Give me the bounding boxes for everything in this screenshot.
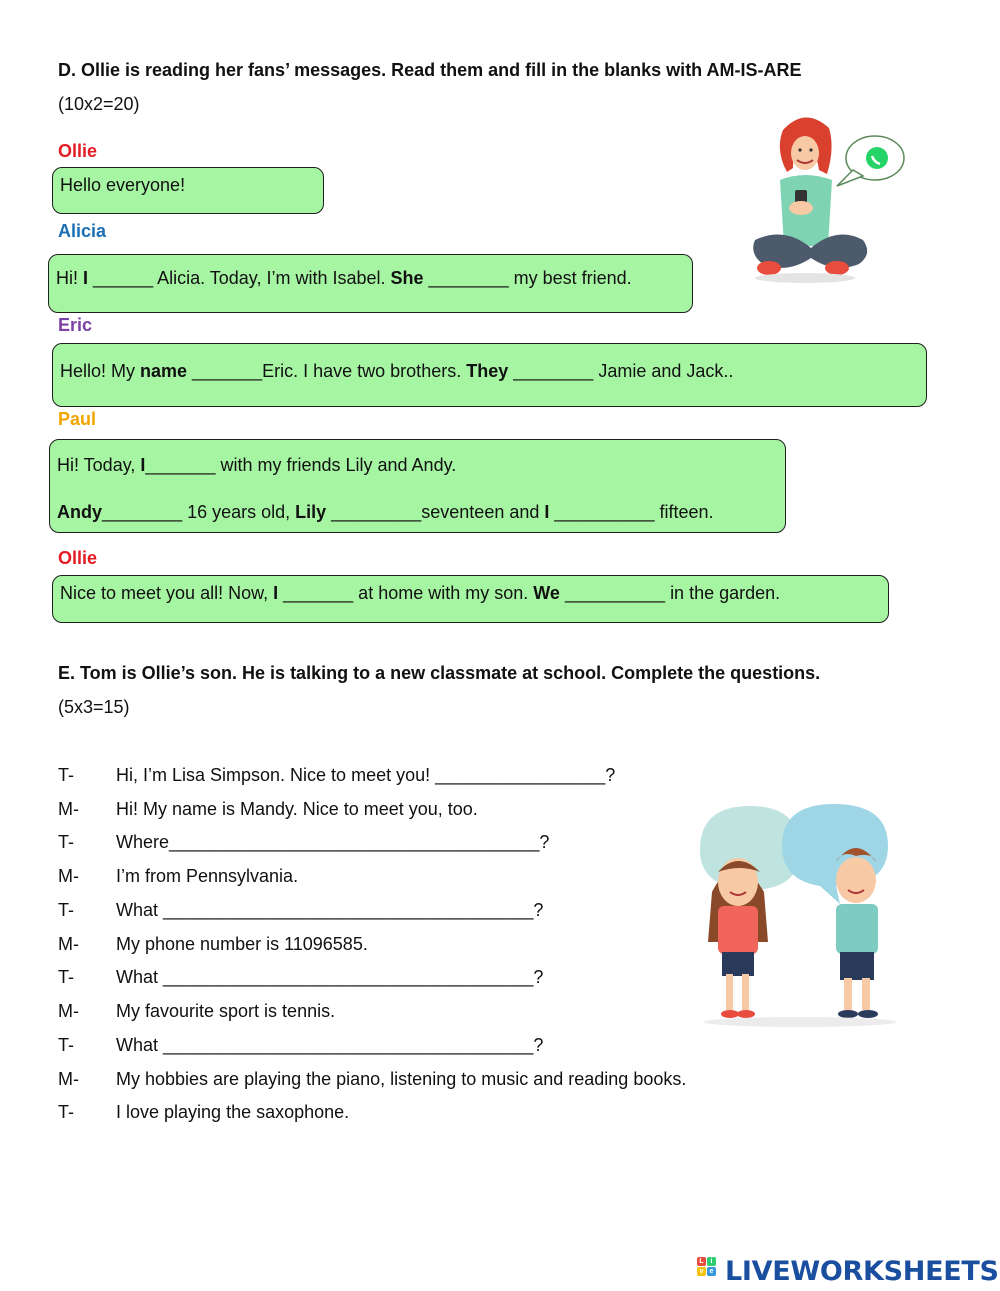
girl-with-phone-illustration — [735, 108, 915, 288]
section-d-points: (10x2=20) — [58, 94, 140, 114]
speaker-alicia: Alicia — [58, 221, 107, 241]
dialogue-line-question[interactable]: Hi, I’m Lisa Simpson. Nice to meet you! _________________? — [116, 765, 616, 785]
dialogue-line: My phone number is 11096585. — [116, 934, 368, 954]
kids-talking-illustration — [690, 800, 900, 1030]
message-line: Hi! I ______ Alicia. Today, I’m with Isabel. She ________ my best friend. — [56, 268, 632, 288]
blank-ollie-1[interactable]: _______ at home with my son. — [278, 583, 534, 603]
blank-alicia-2[interactable]: ________ my best friend. — [423, 268, 632, 288]
logo-cubes-icon: L i v e — [697, 1257, 723, 1285]
dialogue-line: My hobbies are playing the piano, listening to music and reading books. — [116, 1069, 687, 1089]
speaker-eric: Eric — [58, 315, 93, 335]
blank-ollie-2[interactable]: __________ in the garden. — [559, 583, 781, 603]
dialogue-speaker: M- — [58, 866, 79, 886]
blank-paul-3[interactable]: _________seventeen and — [326, 502, 545, 522]
section-d-title: D. Ollie is reading her fans’ messages. Read them and fill in the blanks with AM-IS-ARE — [58, 60, 802, 80]
message-bubble-eric — [52, 343, 927, 407]
message-line: Hi! Today, I_______ with my friends Lily and Andy. — [57, 455, 457, 475]
dialogue-speaker: T- — [58, 832, 74, 852]
blank-paul-4[interactable]: __________ fifteen. — [549, 502, 714, 522]
dialogue-line: I love playing the saxophone. — [116, 1102, 350, 1122]
message-bubble-alicia — [48, 254, 693, 313]
message-line: Andy________ 16 years old, Lily _________seventeen and I __________ fifteen. — [57, 502, 714, 522]
dialogue-speaker: M- — [58, 799, 79, 819]
message-line: Hello everyone! — [60, 175, 186, 195]
blank-alicia-1[interactable]: ______ Alicia. Today, I’m with Isabel. — [88, 268, 391, 288]
liveworksheets-logo — [697, 1254, 999, 1288]
dialogue-line: My favourite sport is tennis. — [116, 1001, 336, 1021]
dialogue-speaker: T- — [58, 765, 74, 785]
dialogue-line-question[interactable]: What _____________________________________? — [116, 1035, 544, 1055]
blank-eric-2[interactable]: ________ Jamie and Jack.. — [508, 361, 734, 381]
dialogue-speaker: T- — [58, 1102, 74, 1122]
dialogue-speaker: M- — [58, 1001, 79, 1021]
section-e-points: (5x3=15) — [58, 697, 130, 717]
logo-text: LIVEWORKSHEETS — [725, 1255, 999, 1287]
dialogue-speaker: T- — [58, 900, 74, 920]
dialogue-speaker: T- — [58, 1035, 74, 1055]
dialogue-line: Hi! My name is Mandy. Nice to meet you, too. — [116, 799, 478, 819]
blank-eric-1[interactable]: _______Eric. I have two brothers. — [187, 361, 467, 381]
speaker-ollie-2: Ollie — [58, 548, 98, 568]
section-e-title: E. Tom is Ollie’s son. He is talking to a new classmate at school. Complete the questions. — [58, 663, 821, 683]
message-bubble-ollie-1 — [52, 167, 324, 214]
message-line: Hello! My name _______Eric. I have two brothers. They ________ Jamie and Jack.. — [60, 361, 734, 381]
blank-paul-1[interactable]: _______ with my friends Lily and Andy. — [145, 455, 457, 475]
whatsapp-icon — [866, 147, 888, 169]
dialogue-line-question[interactable]: What _____________________________________? — [116, 900, 544, 920]
dialogue-speaker: M- — [58, 1069, 79, 1089]
message-bubble-ollie-2 — [52, 575, 889, 623]
dialogue-speaker: T- — [58, 967, 74, 987]
dialogue-line-question[interactable]: What _____________________________________? — [116, 967, 544, 987]
dialogue-speaker: M- — [58, 934, 79, 954]
message-bubble-paul — [49, 439, 786, 533]
speaker-paul: Paul — [58, 409, 97, 429]
blank-paul-2[interactable]: ________ 16 years old, — [102, 502, 296, 522]
message-line: Nice to meet you all! Now, I _______ at home with my son. We __________ in the garden. — [60, 583, 781, 603]
dialogue-line: I’m from Pennsylvania. — [116, 866, 299, 886]
speaker-ollie: Ollie — [58, 141, 98, 161]
dialogue-line-question[interactable]: Where_____________________________________? — [116, 832, 550, 852]
